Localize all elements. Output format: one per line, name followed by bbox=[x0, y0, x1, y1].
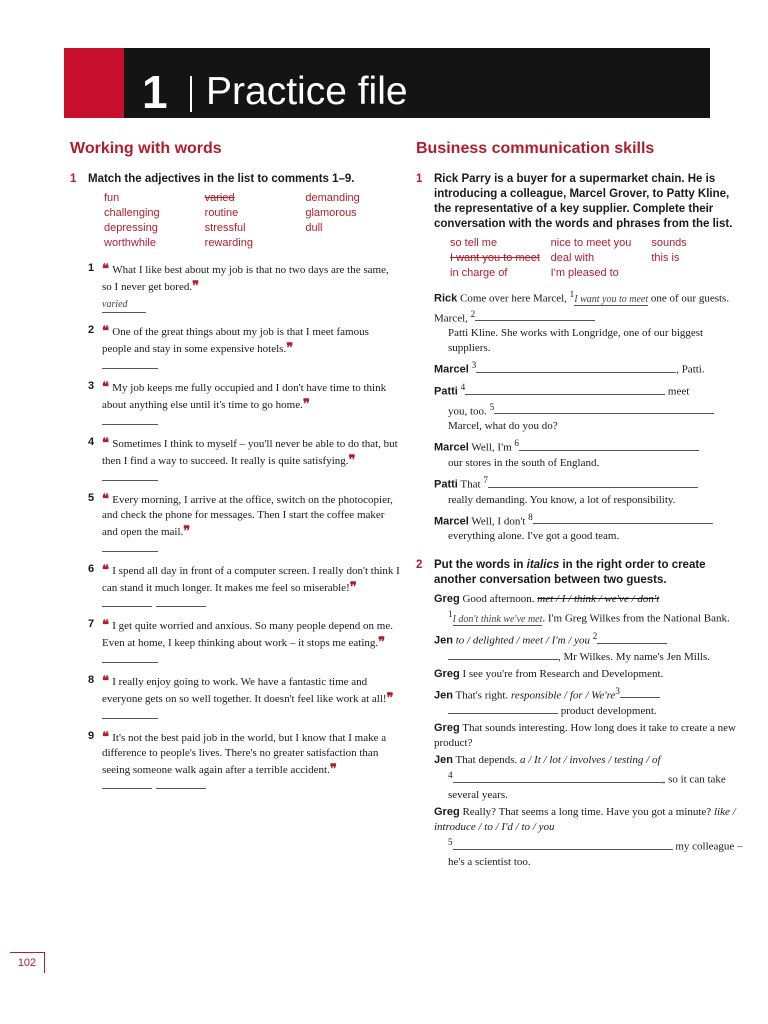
open-quote-icon: ❝ bbox=[102, 562, 113, 577]
blank[interactable] bbox=[465, 384, 665, 395]
word-list-item: depressing bbox=[104, 222, 158, 234]
word-list-item: nice to meet you bbox=[550, 237, 632, 249]
comment-item bbox=[88, 261, 400, 313]
close-quote-icon: ❞ bbox=[302, 396, 310, 411]
blank[interactable] bbox=[620, 687, 660, 698]
word-list-item: I want you to meet bbox=[450, 252, 540, 264]
comment-number: 7 bbox=[88, 618, 95, 630]
comment-number: 8 bbox=[88, 674, 95, 686]
page-number: 102 bbox=[10, 952, 45, 973]
dialog-line: Greg Really? That seems a long time. Have you got a minute? like / introduce / to / I'd / to / you $^5$ my colleague – he's a scientist too. bbox=[434, 805, 743, 868]
word-list-item: dull bbox=[305, 222, 323, 234]
word-list-item: deal with bbox=[550, 252, 595, 264]
banner-separator bbox=[190, 76, 192, 112]
dialog-1 bbox=[434, 287, 746, 544]
blank[interactable] bbox=[519, 440, 699, 451]
adjective-list bbox=[104, 191, 400, 251]
close-quote-icon: ❞ bbox=[348, 452, 356, 467]
exercise-number: 2 bbox=[416, 559, 423, 572]
word-list-item: I'm pleased to bbox=[550, 267, 619, 279]
word-list-item: in charge of bbox=[450, 267, 508, 279]
open-quote-icon: ❝ bbox=[102, 729, 113, 744]
exercise-number: 1 bbox=[70, 173, 77, 185]
word-list-item: varied bbox=[204, 192, 235, 204]
comment-text: Sometimes I think to myself – you'll never be able to do that, but then I find a way to succeed. It really is quite satisfying. bbox=[102, 438, 398, 467]
dialog-line: Marcel Well, I'm $^6$ our stores in the south of England. bbox=[434, 436, 746, 471]
unit-number: 1 bbox=[142, 66, 168, 118]
close-quote-icon: ❞ bbox=[378, 634, 386, 649]
exercise-1-right bbox=[416, 172, 746, 544]
word-list-item: demanding bbox=[305, 192, 360, 204]
dialog-line: Greg Good afternoon. met / I / think / we've / don't $^1$I don't think we've met. I'm Greg Wilkes from the National Bank. bbox=[434, 593, 730, 625]
comment-item bbox=[88, 729, 400, 789]
section-heading-skills: Business communication skills bbox=[416, 140, 655, 157]
comment-item bbox=[88, 562, 400, 607]
dialog-line: Jen to / delighted / meet / I'm / you $^2$ , Mr Wilkes. My name's Jen Mills. bbox=[434, 630, 710, 663]
comment-item bbox=[88, 379, 400, 425]
comment-text: Every morning, I arrive at the office, switch on the photocopier, and check the phone for messages. Then I start the coffee maker and open the mail. bbox=[102, 494, 393, 538]
comment-item bbox=[88, 435, 400, 481]
answer-blank[interactable] bbox=[102, 788, 400, 789]
comment-text: It's not the best paid job in the world, but I know that I make a difference to people's lives. There's no greater satisfaction than seeing someone walk again after a terrible accident. bbox=[102, 732, 387, 776]
blank[interactable] bbox=[597, 633, 667, 644]
open-quote-icon: ❝ bbox=[102, 617, 113, 632]
blank[interactable] bbox=[448, 703, 558, 714]
section-heading-words: Working with words bbox=[70, 140, 222, 157]
close-quote-icon: ❞ bbox=[386, 690, 394, 705]
open-quote-icon: ❝ bbox=[102, 435, 113, 450]
word-list-item: rewarding bbox=[204, 237, 253, 249]
close-quote-icon: ❞ bbox=[192, 278, 200, 293]
comment-text: One of the great things about my job is that I meet famous people and stay in some expensive hotels. bbox=[102, 326, 369, 355]
exercise-instruction: Match the adjectives in the list to comments 1–9. bbox=[88, 173, 355, 185]
dialog-2 bbox=[434, 592, 746, 869]
answer-example: I want you to meet bbox=[574, 293, 649, 305]
comment-number: 6 bbox=[88, 563, 95, 575]
exercise-number: 1 bbox=[416, 173, 423, 185]
comment-number: 5 bbox=[88, 492, 95, 504]
open-quote-icon: ❝ bbox=[102, 323, 113, 338]
word-list-item: this is bbox=[651, 252, 680, 264]
word-list-item: challenging bbox=[104, 207, 160, 219]
blank[interactable] bbox=[475, 310, 595, 321]
answer-blank[interactable] bbox=[102, 661, 158, 663]
word-list-item: sounds bbox=[651, 237, 687, 249]
dialog-line: Patti That $^7$ really demanding. You know, a lot of responsibility. bbox=[434, 473, 746, 508]
dialog-line: Greg I see you're from Research and Development. bbox=[434, 667, 664, 680]
answer-blank[interactable] bbox=[102, 423, 158, 425]
comment-item bbox=[88, 617, 400, 663]
left-column bbox=[70, 140, 400, 799]
blank[interactable] bbox=[453, 839, 673, 850]
comment-item bbox=[88, 323, 400, 369]
answer-blank[interactable] bbox=[102, 479, 158, 481]
banner-accent bbox=[64, 48, 124, 118]
open-quote-icon: ❝ bbox=[102, 673, 113, 688]
exercise-instruction: Put the words in italics in the right order to create another conversation between two guests. bbox=[434, 559, 706, 587]
page-title: Practice file bbox=[206, 70, 408, 113]
right-column bbox=[416, 140, 746, 880]
comment-number: 4 bbox=[88, 436, 95, 448]
dialog-line: Marcel Well, I don't $^8$ everything alone. I've got a good team. bbox=[434, 510, 746, 545]
dialog-line: Jen That's right. responsible / for / $We're^3$ product development. bbox=[434, 684, 746, 720]
blank[interactable] bbox=[448, 649, 558, 660]
close-quote-icon: ❞ bbox=[286, 340, 294, 355]
comment-text: I spend all day in front of a computer screen. I really don't think I can stand it much longer. It makes me feel so miserable! bbox=[102, 565, 400, 594]
answer-blank[interactable] bbox=[102, 717, 158, 719]
open-quote-icon: ❝ bbox=[102, 261, 113, 276]
comment-text: I get quite worried and anxious. So many people depend on me. Even at home, I keep thinking about work – it stops me eating. bbox=[102, 620, 393, 649]
close-quote-icon: ❞ bbox=[329, 761, 337, 776]
word-list-item: fun bbox=[104, 192, 120, 204]
comment-text: What I like best about my job is that no two days are the same, so I never get bored. bbox=[102, 264, 389, 293]
comment-item bbox=[88, 673, 400, 719]
blank[interactable] bbox=[476, 362, 676, 373]
comment-item bbox=[88, 491, 400, 552]
answer-blank[interactable] bbox=[102, 606, 400, 607]
comment-number: 1 bbox=[88, 262, 95, 274]
answer-blank[interactable] bbox=[102, 550, 158, 552]
dialog-line: Marcel $^3$ , Patti. bbox=[434, 360, 705, 376]
word-list-item: glamorous bbox=[305, 207, 357, 219]
dialog-line: Patti $^4$ meet you, too. $^5$ Marcel, what do you do? bbox=[434, 380, 746, 434]
blank[interactable] bbox=[494, 403, 714, 414]
exercise-2-right bbox=[416, 558, 746, 869]
phrase-list bbox=[450, 236, 746, 281]
word-list-item: routine bbox=[204, 207, 239, 219]
answer-blank[interactable] bbox=[102, 367, 158, 369]
blank[interactable] bbox=[533, 513, 713, 524]
title-banner bbox=[64, 48, 710, 118]
comment-text: My job keeps me fully occupied and I don't have time to think about anything else until it's time to go home. bbox=[102, 382, 387, 411]
dialog-line: Rick Come over here Marcel, $^1$I want you to meet one of our guests. Marcel, $^2$ Patti Kline. She works with Longridge, one of our biggest suppliers. bbox=[434, 289, 730, 355]
comment-list bbox=[70, 261, 400, 789]
word-list-item: stressful bbox=[204, 222, 246, 234]
answer-example: I don't think we've met bbox=[452, 613, 543, 625]
dialog-line: Jen That depends. a / It / lot / involves / testing / of $^4$ , so it can take several years. bbox=[434, 754, 726, 801]
close-quote-icon: ❞ bbox=[183, 523, 191, 538]
word-list-item: so tell me bbox=[450, 237, 498, 249]
open-quote-icon: ❝ bbox=[102, 491, 113, 506]
word-list-item: worthwhile bbox=[104, 237, 156, 249]
exercise-instruction: Rick Parry is a buyer for a supermarket chain. He is introducing a colleague, Marcel Grover, to Patty Kline, the representative of a key supplier. Complete their conversation with the words and phrases from the list. bbox=[434, 173, 733, 230]
close-quote-icon: ❞ bbox=[349, 579, 357, 594]
answer-example: varied bbox=[102, 297, 146, 313]
blank[interactable] bbox=[453, 772, 663, 783]
comment-number: 3 bbox=[88, 380, 95, 392]
blank[interactable] bbox=[488, 477, 698, 488]
dialog-line: Greg That sounds interesting. How long does it take to create a new product? bbox=[434, 722, 736, 750]
comment-text: I really enjoy going to work. We have a fantastic time and everyone gets on so well together. It doesn't feel like work at all! bbox=[102, 676, 387, 705]
comment-number: 9 bbox=[88, 730, 95, 742]
exercise-1-left bbox=[70, 172, 400, 251]
comment-number: 2 bbox=[88, 324, 95, 336]
open-quote-icon: ❝ bbox=[102, 379, 113, 394]
